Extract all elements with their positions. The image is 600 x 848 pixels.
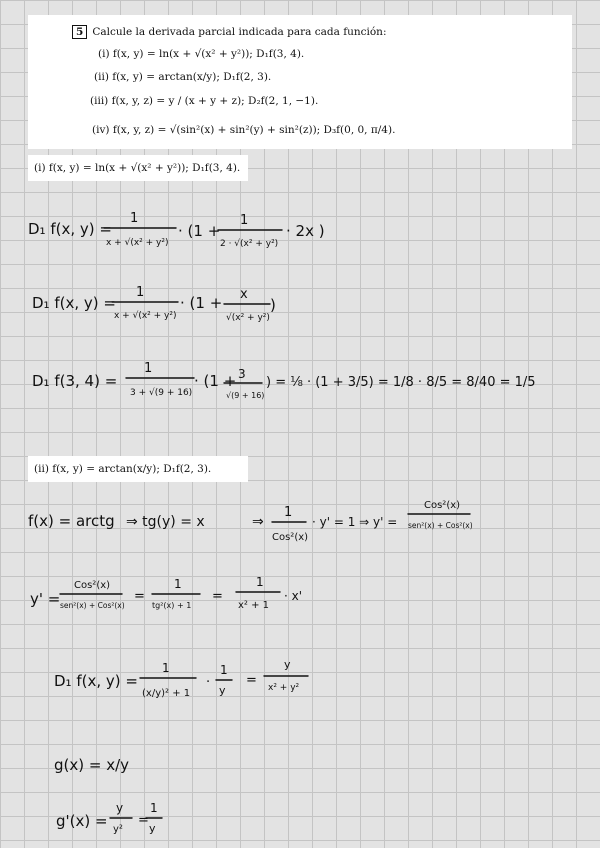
hw-l1-tail: · 2x ) [286,222,325,240]
hw-l3-mid: · (1 + [194,372,237,390]
hw-line-3 [32,361,536,400]
section-label-ii: (ii) f(x, y) = arctan(x/y); D₁f(2, 3). [34,463,212,475]
hw-l5-anum: Cos²(x) [74,580,111,591]
hw-l1-num: 1 [130,211,139,226]
hw-l5-tail: · x' [284,589,303,603]
hw-l8-aden: y² [113,824,123,835]
hw-l3-num: 1 [144,361,153,376]
hw-l6-cnum: y [284,658,291,671]
hw-l6-bnum: 1 [220,663,228,677]
hw-line-1 [28,211,325,249]
hw-l4-mid: ⇒ tg(y) = x [126,514,205,530]
hw-l4-fnum: 1 [284,505,293,520]
hw-line-4 [28,500,473,543]
problem-item-iv: (iv) f(x, y, z) = √(sin²(x) + sin²(y) + sin²(z)); D₃f(0, 0, π/4). [92,124,396,136]
hw-l8-lhs: g'(x) = [56,812,108,830]
hw-l4-fden: Cos²(x) [272,532,309,543]
hw-l7: g(x) = x/y [54,756,130,774]
hw-line-5 [30,575,302,611]
hw-line-8 [56,801,162,835]
hw-l1-fden: 2 · √(x² + y²) [220,239,279,249]
hw-l2-num: 1 [136,285,145,300]
hw-l6-cden: x² + y² [268,683,300,693]
hw-line-7 [54,756,129,774]
hw-l8-bden: y [149,822,156,835]
hw-l4-rest: · y' = 1 ⇒ y' = [312,515,398,529]
hw-line-6 [54,658,308,699]
hw-l1-mid: · (1 + [178,222,221,240]
hw-l8-bnum: 1 [150,801,158,815]
hw-l2-den: x + √(x² + y²) [114,311,177,321]
hw-l3-rest: ) = ⅛ · (1 + 3/5) = 1/8 · 8/5 = 8/40 = 1/5 [266,375,536,390]
hw-l6-anum: 1 [162,661,170,675]
hw-l4-lhs: f(x) = arctg [28,512,115,530]
hw-l3-fden: √(9 + 16) [226,391,265,400]
hw-l3-lhs: D₁ f(3, 4) = [32,372,118,390]
hw-l4-gden: sen²(x) + Cos²(x) [408,521,473,530]
hw-l2-mid: · (1 + [180,294,223,312]
hw-l6-dot: · [206,675,211,690]
hw-l1-lhs: D₁ f(x, y) = [28,220,112,238]
hw-l5-bnum: 1 [174,577,182,591]
hw-l5-eq1: = [134,589,145,604]
hw-l5-bden: tg²(x) + 1 [152,601,192,610]
hw-l2-fden: √(x² + y²) [226,313,270,323]
hw-l3-fnum: 3 [238,367,246,381]
hw-l2-tail: ) [270,296,276,314]
hw-l2-lhs: D₁ f(x, y) = [32,294,116,312]
hw-l3-den: 3 + √(9 + 16) [130,388,193,398]
problem-item-ii: (ii) f(x, y) = arctan(x/y); D₁f(2, 3). [94,71,272,83]
hw-l6-eq: = [246,673,257,688]
problem-statement: Calcule la derivada parcial indicada para cada función: [92,26,387,38]
hw-l1-den: x + √(x² + y²) [106,238,169,248]
hw-l6-aden: (x/y)² + 1 [142,688,191,699]
problem-item-i: (i) f(x, y) = ln(x + √(x² + y²)); D₁f(3, 4). [98,48,305,60]
hw-l8-eq: = [138,813,149,828]
hw-l2-fnum: x [240,287,248,302]
hw-l5-eq2: = [212,589,223,604]
hw-line-2 [32,285,276,323]
hw-l5-cden: x² + 1 [238,600,270,611]
hw-l8-anum: y [116,801,124,815]
hw-l6-bden: y [219,684,226,697]
hw-l6-lhs: D₁ f(x, y) = [54,672,138,690]
section-label-i: (i) f(x, y) = ln(x + √(x² + y²)); D₁f(3, 4). [34,162,241,174]
hw-l5-cnum: 1 [256,575,264,589]
problem-item-iii: (iii) f(x, y, z) = y / (x + y + z); D₂f(2, 1, −1). [90,95,319,107]
hw-l5-aden: sen²(x) + Cos²(x) [60,601,125,610]
hw-l1-fnum: 1 [240,213,249,228]
problem-number: 5 [72,25,87,39]
hw-l4-arrow: ⇒ [252,514,264,530]
hw-l4-gnum: Cos²(x) [424,500,461,511]
hw-l5-lhs: y' = [30,590,61,608]
